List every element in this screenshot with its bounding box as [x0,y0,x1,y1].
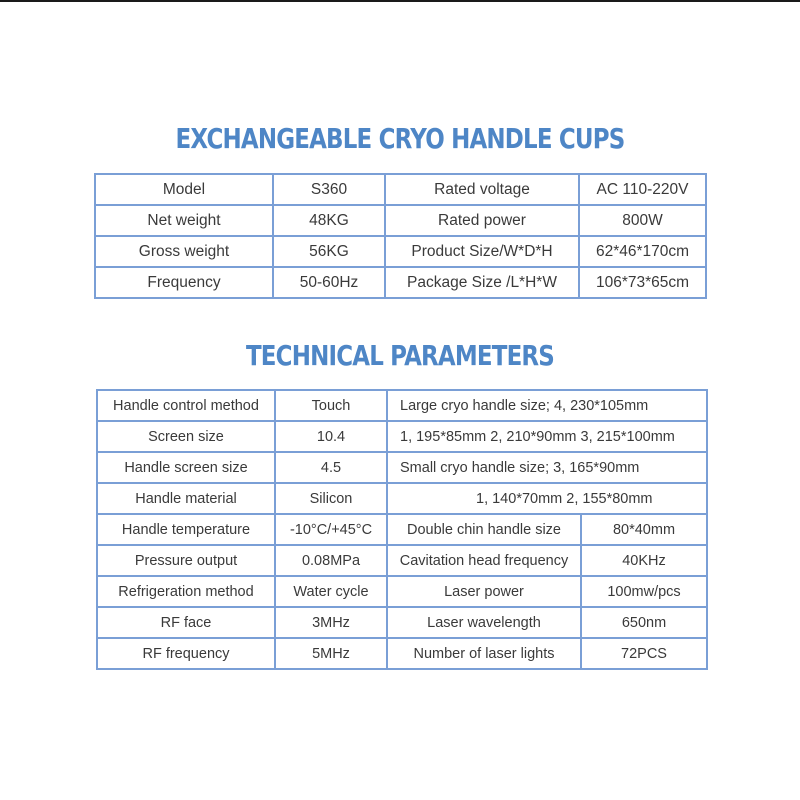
spec-value: 50-60Hz [273,267,385,298]
spec-value: 48KG [273,205,385,236]
spec-label: Package Size /L*H*W [385,267,579,298]
spec-label: Model [95,174,273,205]
param-value: 100mw/pcs [581,576,707,607]
param-value: 80*40mm [581,514,707,545]
top-border-line [0,0,800,2]
spec-value: AC 110-220V [579,174,706,205]
spec-value: 62*46*170cm [579,236,706,267]
spec-value: S360 [273,174,385,205]
param-value: Water cycle [275,576,387,607]
param-label: Handle control method [97,390,275,421]
param-label: Pressure output [97,545,275,576]
table-row [95,174,706,205]
section-title-cryo-cups: EXCHANGEABLE CRYO HANDLE CUPS [175,122,625,155]
param-value: 10.4 [275,421,387,452]
table-row [97,514,707,545]
param-wide-value: 1, 195*85mm 2, 210*90mm 3, 215*100mm [387,421,707,452]
param-label: Handle material [97,483,275,514]
table-row [97,576,707,607]
table-row [97,452,707,483]
table-row [95,205,706,236]
param-label: Refrigeration method [97,576,275,607]
param-label: Laser power [387,576,581,607]
spec-table [94,173,707,299]
param-wide-value: Large cryo handle size; 4, 230*105mm [387,390,707,421]
param-label: Handle screen size [97,452,275,483]
table-row [97,638,707,669]
param-value: -10°C/+45°C [275,514,387,545]
section-title-technical-parameters: TECHNICAL PARAMETERS [245,339,555,372]
param-value: 3MHz [275,607,387,638]
spec-value: 800W [579,205,706,236]
table-row [95,267,706,298]
param-label: Number of laser lights [387,638,581,669]
spec-label: Product Size/W*D*H [385,236,579,267]
spec-label: Frequency [95,267,273,298]
spec-value: 56KG [273,236,385,267]
table-row [95,236,706,267]
table-row [97,421,707,452]
param-value: 0.08MPa [275,545,387,576]
spec-value: 106*73*65cm [579,267,706,298]
param-label: Handle temperature [97,514,275,545]
param-label: RF frequency [97,638,275,669]
param-label: Cavitation head frequency [387,545,581,576]
param-wide-value: 1, 140*70mm 2, 155*80mm [387,483,707,514]
param-label: Double chin handle size [387,514,581,545]
param-value: 4.5 [275,452,387,483]
spec-label: Gross weight [95,236,273,267]
technical-parameters-table [96,389,708,670]
param-label: RF face [97,607,275,638]
param-value: 40KHz [581,545,707,576]
table-row [97,607,707,638]
spec-label: Rated voltage [385,174,579,205]
param-label: Laser wavelength [387,607,581,638]
param-value: 72PCS [581,638,707,669]
table-row [97,483,707,514]
table-row [97,390,707,421]
param-value: Silicon [275,483,387,514]
param-value: 5MHz [275,638,387,669]
spec-label: Rated power [385,205,579,236]
table-row [97,545,707,576]
param-wide-value: Small cryo handle size; 3, 165*90mm [387,452,707,483]
param-value: 650nm [581,607,707,638]
spec-label: Net weight [95,205,273,236]
param-value: Touch [275,390,387,421]
param-label: Screen size [97,421,275,452]
